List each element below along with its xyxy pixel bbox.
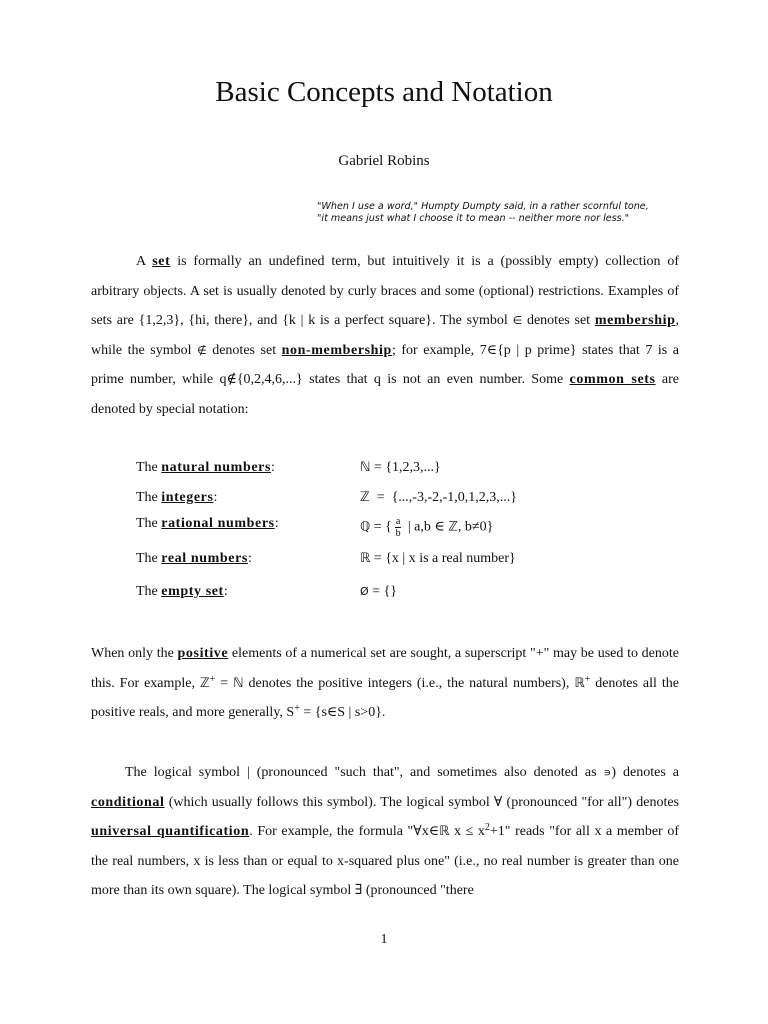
set-row-natural: The natural numbers: ℕ = {1,2,3,...} [136, 460, 441, 475]
text-run: denotes set [522, 313, 595, 328]
text-run: ; for example, 7∈{p | p prime} states that 7 is a prime number, while q∉{0,2,4,6,...} states that q is not an even number. Some [91, 342, 679, 387]
set-row-integers: The integers: ℤ = {...,-3,-2,-1,0,1,2,3,...} [136, 490, 518, 505]
term-empty-set: empty set [161, 584, 224, 599]
rational-numbers-symbol: ℚ [360, 519, 371, 535]
text-run: is formally an undefined term, but intuitively it is a (possibly empty) collection of arbitrary objects. A set is usually denoted by curly braces and some (optional) restrictions. Examples of sets are {1,2,3}, {hi, there}, and {k | k is a perfect square}. The symbol [91, 254, 679, 328]
empty-set-symbol: Ø [360, 585, 369, 598]
term-real-numbers: real numbers [161, 551, 248, 566]
set-row-rational: The rational numbers: ℚ = { $\frac{a}{b}$ | a,b ∈ ℤ, b≠0} [136, 516, 494, 539]
text-run: are denoted by special notation: [91, 372, 680, 417]
integers-symbol: ℤ [360, 490, 370, 505]
not-element-of-symbol: ∉ [197, 343, 207, 357]
fraction-a-over-b: $\frac{a}{b}$ [395, 516, 401, 539]
natural-numbers-symbol: ℕ [360, 460, 371, 475]
term-non-membership: non-membership [281, 342, 392, 358]
paragraph-sets [91, 247, 679, 424]
real-numbers-symbol: ℝ [360, 551, 371, 566]
text-run: denotes set [206, 342, 282, 358]
epigraph-quote [317, 201, 737, 225]
paragraph-logical-symbols: The logical symbol | (pronounced "such that", and sometimes also denoted as ∍) denotes a conditional (which usually follows this symbol). The logical symbol ∀ (pronounced "for all") denotes universal quantification. For example, the formula "∀x∈ℝ $x \le x^2+1$" reads "for all x a member of the real numbers, x is less than or equal to x-squared plus one" (i.e., no real number is greater than one more than its own square). The logical symbol ∃ (pronounced "there [91, 765, 679, 898]
term-integers: integers [161, 490, 214, 505]
natural-numbers-symbol: ℕ [233, 675, 244, 691]
term-rational-numbers: rational numbers [161, 516, 275, 531]
document-title: Basic Concepts and Notation [215, 76, 553, 108]
set-row-empty: The empty set: Ø = {} [136, 584, 398, 599]
real-numbers-symbol: ℝ [574, 675, 585, 691]
term-conditional: conditional [91, 794, 165, 810]
integers-symbol-inline: ℤ [448, 519, 458, 535]
real-numbers-symbol: ℝ [439, 824, 450, 839]
page-number: 1 [380, 932, 388, 947]
paragraph-positive: When only the positive elements of a numerical set are sought, a superscript "+" may be used to denote this. For example, ℤ+ = ℕ denotes the positive integers (i.e., the natural numbers), ℝ+ denotes all the positive reals, and more generally, S+ = {s∈S | s>0}. [91, 646, 679, 720]
term-universal-quantification: universal quantification [91, 824, 250, 839]
text-run: A [136, 254, 153, 269]
text-run: , while the symbol [91, 313, 679, 358]
term-set: set [152, 254, 171, 269]
integers-symbol: ℤ [199, 675, 210, 691]
author-name: Gabriel Robins [338, 153, 430, 169]
set-row-real: The real numbers: ℝ = {x | x is a real number} [136, 551, 516, 566]
epigraph-line-1: "When I use a word," Humpty Dumpty said, in a rather scornful tone, [317, 201, 649, 212]
such-that-symbol: ∍ [603, 766, 612, 779]
term-natural-numbers: natural numbers [161, 460, 271, 475]
term-common-sets: common sets [569, 372, 656, 387]
element-of-symbol: ∈ [512, 314, 523, 327]
term-membership: membership [594, 313, 676, 328]
epigraph-line-2: "it means just what I choose it to mean -- neither more nor less." [317, 213, 630, 224]
term-positive: positive [177, 646, 229, 661]
